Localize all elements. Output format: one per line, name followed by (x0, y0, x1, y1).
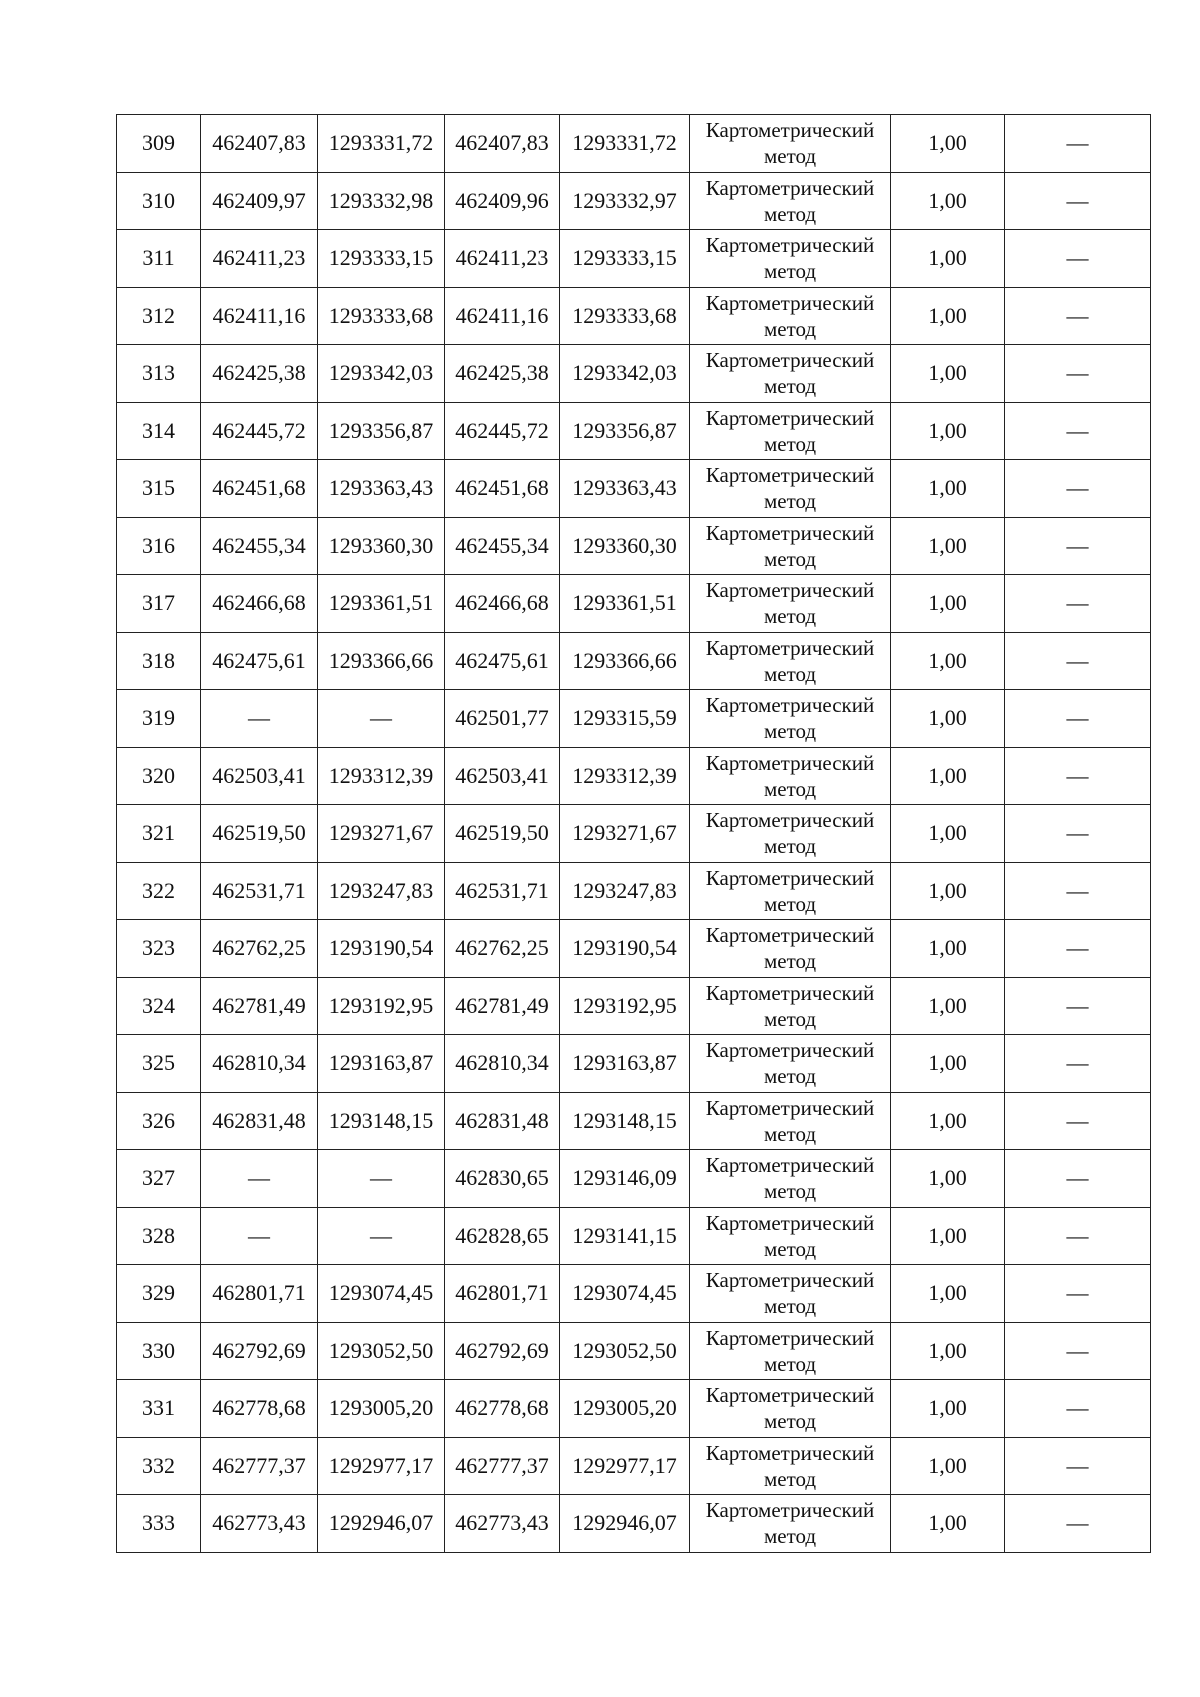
cell-note: — (1005, 230, 1151, 288)
table-row (117, 1265, 1151, 1323)
cell-point-number: 311 (117, 230, 201, 288)
cell-x-new: 462445,72 (445, 402, 560, 460)
cell-x-new: 462409,96 (445, 172, 560, 230)
cell-method (690, 1495, 891, 1553)
cell-method (690, 1092, 891, 1150)
cell-y-old: 1293333,15 (318, 230, 445, 288)
table-row (117, 632, 1151, 690)
cell-accuracy: 1,00 (891, 115, 1005, 173)
cell-y-new: 1293333,68 (560, 287, 690, 345)
table-row (117, 230, 1151, 288)
cell-note: — (1005, 805, 1151, 863)
cell-accuracy: 1,00 (891, 287, 1005, 345)
cell-x-new: 462455,34 (445, 517, 560, 575)
cell-note: — (1005, 920, 1151, 978)
cell-x-old: 462475,61 (201, 632, 318, 690)
cell-y-old: 1293332,98 (318, 172, 445, 230)
cell-accuracy: 1,00 (891, 690, 1005, 748)
cell-method (690, 115, 891, 173)
cell-x-new: 462503,41 (445, 747, 560, 805)
cell-x-old: 462411,23 (201, 230, 318, 288)
cell-method (690, 862, 891, 920)
cell-y-new: 1293163,87 (560, 1035, 690, 1093)
cell-x-old: — (201, 690, 318, 748)
cell-method (690, 977, 891, 1035)
cell-y-old: 1293361,51 (318, 575, 445, 633)
cell-y-new: 1293333,15 (560, 230, 690, 288)
method-line-2: метод (763, 316, 817, 341)
method-line-1: Картометрический (705, 635, 875, 660)
cell-x-old: 462777,37 (201, 1437, 318, 1495)
table-row (117, 1150, 1151, 1208)
method-line-2: метод (763, 546, 817, 571)
cell-y-old: 1293366,66 (318, 632, 445, 690)
table-row (117, 1035, 1151, 1093)
cell-accuracy: 1,00 (891, 747, 1005, 805)
cell-y-new: 1293005,20 (560, 1380, 690, 1438)
cell-point-number: 329 (117, 1265, 201, 1323)
cell-y-new: 1293192,95 (560, 977, 690, 1035)
cell-method (690, 287, 891, 345)
cell-y-old: 1293360,30 (318, 517, 445, 575)
cell-y-old: 1293005,20 (318, 1380, 445, 1438)
cell-x-new: 462831,48 (445, 1092, 560, 1150)
cell-method (690, 345, 891, 403)
cell-x-old: 462425,38 (201, 345, 318, 403)
method-line-2: метод (763, 1409, 817, 1434)
cell-x-new: 462501,77 (445, 690, 560, 748)
cell-x-new: 462475,61 (445, 632, 560, 690)
table-row (117, 575, 1151, 633)
cell-accuracy: 1,00 (891, 805, 1005, 863)
cell-note: — (1005, 115, 1151, 173)
method-line-1: Картометрический (705, 1440, 875, 1465)
cell-x-new: 462407,83 (445, 115, 560, 173)
method-line-1: Картометрический (705, 175, 875, 200)
cell-y-new: 1293315,59 (560, 690, 690, 748)
method-line-2: метод (763, 201, 817, 226)
method-line-1: Картометрический (705, 118, 875, 143)
cell-method (690, 1380, 891, 1438)
cell-y-new: 1293190,54 (560, 920, 690, 978)
cell-note: — (1005, 1207, 1151, 1265)
method-line-1: Картометрический (705, 750, 875, 775)
method-line-1: Картометрический (705, 1038, 875, 1063)
cell-note: — (1005, 1092, 1151, 1150)
cell-y-old: 1293363,43 (318, 460, 445, 518)
table-row (117, 402, 1151, 460)
cell-point-number: 322 (117, 862, 201, 920)
cell-point-number: 333 (117, 1495, 201, 1553)
cell-point-number: 316 (117, 517, 201, 575)
cell-point-number: 317 (117, 575, 201, 633)
cell-y-old: — (318, 690, 445, 748)
cell-x-new: 462411,16 (445, 287, 560, 345)
cell-x-new: 462451,68 (445, 460, 560, 518)
table-row (117, 690, 1151, 748)
cell-x-old: 462781,49 (201, 977, 318, 1035)
cell-y-old: — (318, 1207, 445, 1265)
cell-y-old: 1293074,45 (318, 1265, 445, 1323)
method-line-2: метод (763, 374, 817, 399)
cell-note: — (1005, 517, 1151, 575)
cell-method (690, 575, 891, 633)
method-line-2: метод (763, 1466, 817, 1491)
method-line-2: метод (763, 776, 817, 801)
method-line-2: метод (763, 1294, 817, 1319)
method-line-2: метод (763, 489, 817, 514)
cell-method (690, 230, 891, 288)
method-line-2: метод (763, 1121, 817, 1146)
cell-note: — (1005, 460, 1151, 518)
cell-point-number: 324 (117, 977, 201, 1035)
cell-note: — (1005, 747, 1151, 805)
cell-point-number: 327 (117, 1150, 201, 1208)
cell-point-number: 330 (117, 1322, 201, 1380)
method-line-1: Картометрический (705, 578, 875, 603)
table-row (117, 747, 1151, 805)
cell-accuracy: 1,00 (891, 1322, 1005, 1380)
cell-x-old: 462810,34 (201, 1035, 318, 1093)
cell-accuracy: 1,00 (891, 172, 1005, 230)
cell-y-new: 1293247,83 (560, 862, 690, 920)
cell-x-old: 462451,68 (201, 460, 318, 518)
cell-x-old: 462778,68 (201, 1380, 318, 1438)
method-line-2: метод (763, 1236, 817, 1261)
table-row (117, 1437, 1151, 1495)
cell-accuracy: 1,00 (891, 402, 1005, 460)
cell-method (690, 690, 891, 748)
cell-point-number: 315 (117, 460, 201, 518)
cell-x-old: 462801,71 (201, 1265, 318, 1323)
cell-x-old: 462455,34 (201, 517, 318, 575)
cell-point-number: 319 (117, 690, 201, 748)
cell-method (690, 747, 891, 805)
cell-y-old: 1293356,87 (318, 402, 445, 460)
method-line-1: Картометрический (705, 1210, 875, 1235)
cell-y-new: 1293146,09 (560, 1150, 690, 1208)
cell-x-old: — (201, 1150, 318, 1208)
method-line-2: метод (763, 259, 817, 284)
cell-x-new: 462778,68 (445, 1380, 560, 1438)
table-row (117, 1092, 1151, 1150)
cell-accuracy: 1,00 (891, 862, 1005, 920)
cell-accuracy: 1,00 (891, 920, 1005, 978)
cell-method (690, 632, 891, 690)
cell-point-number: 320 (117, 747, 201, 805)
method-line-2: метод (763, 1524, 817, 1549)
cell-x-old: 462762,25 (201, 920, 318, 978)
cell-x-new: 462801,71 (445, 1265, 560, 1323)
cell-method (690, 920, 891, 978)
cell-y-new: 1293360,30 (560, 517, 690, 575)
cell-method (690, 1035, 891, 1093)
cell-y-new: 1293366,66 (560, 632, 690, 690)
cell-accuracy: 1,00 (891, 1265, 1005, 1323)
cell-y-new: 1293342,03 (560, 345, 690, 403)
cell-y-new: 1293074,45 (560, 1265, 690, 1323)
cell-x-old: — (201, 1207, 318, 1265)
cell-x-old: 462445,72 (201, 402, 318, 460)
method-line-1: Картометрический (705, 290, 875, 315)
cell-note: — (1005, 287, 1151, 345)
cell-y-new: 1293332,97 (560, 172, 690, 230)
cell-note: — (1005, 1265, 1151, 1323)
cell-y-old: 1293271,67 (318, 805, 445, 863)
cell-note: — (1005, 575, 1151, 633)
table-row (117, 862, 1151, 920)
cell-note: — (1005, 1035, 1151, 1093)
table-row (117, 460, 1151, 518)
cell-x-new: 462762,25 (445, 920, 560, 978)
method-line-1: Картометрический (705, 463, 875, 488)
cell-x-new: 462810,34 (445, 1035, 560, 1093)
cell-x-new: 462792,69 (445, 1322, 560, 1380)
cell-method (690, 1437, 891, 1495)
method-line-2: метод (763, 661, 817, 686)
cell-y-old: 1293247,83 (318, 862, 445, 920)
cell-accuracy: 1,00 (891, 345, 1005, 403)
cell-note: — (1005, 977, 1151, 1035)
cell-note: — (1005, 1322, 1151, 1380)
cell-x-old: 462466,68 (201, 575, 318, 633)
method-line-1: Картометрический (705, 1153, 875, 1178)
table-row (117, 345, 1151, 403)
cell-method (690, 172, 891, 230)
cell-point-number: 321 (117, 805, 201, 863)
cell-x-new: 462466,68 (445, 575, 560, 633)
cell-accuracy: 1,00 (891, 977, 1005, 1035)
cell-x-new: 462830,65 (445, 1150, 560, 1208)
cell-point-number: 323 (117, 920, 201, 978)
cell-accuracy: 1,00 (891, 460, 1005, 518)
method-line-1: Картометрический (705, 348, 875, 373)
cell-y-new: 1292946,07 (560, 1495, 690, 1553)
cell-point-number: 310 (117, 172, 201, 230)
cell-x-old: 462519,50 (201, 805, 318, 863)
cell-accuracy: 1,00 (891, 1207, 1005, 1265)
cell-y-old: 1293312,39 (318, 747, 445, 805)
cell-y-old: — (318, 1150, 445, 1208)
method-line-1: Картометрический (705, 1498, 875, 1523)
cell-point-number: 313 (117, 345, 201, 403)
cell-y-old: 1292977,17 (318, 1437, 445, 1495)
cell-method (690, 1322, 891, 1380)
table-row (117, 1322, 1151, 1380)
cell-x-old: 462407,83 (201, 115, 318, 173)
cell-note: — (1005, 862, 1151, 920)
table-row (117, 172, 1151, 230)
cell-y-old: 1293333,68 (318, 287, 445, 345)
cell-method (690, 1265, 891, 1323)
cell-accuracy: 1,00 (891, 575, 1005, 633)
table-row (117, 115, 1151, 173)
cell-y-old: 1293342,03 (318, 345, 445, 403)
cell-x-new: 462781,49 (445, 977, 560, 1035)
cell-note: — (1005, 690, 1151, 748)
cell-x-old: 462531,71 (201, 862, 318, 920)
cell-method (690, 460, 891, 518)
method-line-2: метод (763, 719, 817, 744)
method-line-1: Картометрический (705, 1325, 875, 1350)
cell-note: — (1005, 172, 1151, 230)
cell-x-old: 462409,97 (201, 172, 318, 230)
cell-x-new: 462531,71 (445, 862, 560, 920)
method-line-1: Картометрический (705, 980, 875, 1005)
method-line-2: метод (763, 891, 817, 916)
cell-point-number: 309 (117, 115, 201, 173)
table-row (117, 517, 1151, 575)
method-line-1: Картометрический (705, 233, 875, 258)
table-row (117, 977, 1151, 1035)
cell-y-old: 1292946,07 (318, 1495, 445, 1553)
coordinates-table (116, 114, 1151, 1553)
cell-y-old: 1293163,87 (318, 1035, 445, 1093)
cell-note: — (1005, 1380, 1151, 1438)
cell-point-number: 328 (117, 1207, 201, 1265)
cell-x-new: 462828,65 (445, 1207, 560, 1265)
method-line-2: метод (763, 949, 817, 974)
table-row (117, 1495, 1151, 1553)
cell-note: — (1005, 345, 1151, 403)
cell-x-old: 462773,43 (201, 1495, 318, 1553)
method-line-1: Картометрический (705, 520, 875, 545)
cell-point-number: 332 (117, 1437, 201, 1495)
table-body (117, 115, 1151, 1553)
cell-accuracy: 1,00 (891, 1092, 1005, 1150)
method-line-1: Картометрический (705, 405, 875, 430)
method-line-1: Картометрический (705, 865, 875, 890)
cell-note: — (1005, 402, 1151, 460)
table-row (117, 1380, 1151, 1438)
table-row (117, 1207, 1151, 1265)
table-row (117, 287, 1151, 345)
method-line-1: Картометрический (705, 923, 875, 948)
cell-note: — (1005, 1150, 1151, 1208)
cell-accuracy: 1,00 (891, 1380, 1005, 1438)
cell-point-number: 326 (117, 1092, 201, 1150)
cell-y-old: 1293190,54 (318, 920, 445, 978)
cell-y-new: 1293363,43 (560, 460, 690, 518)
method-line-1: Картометрический (705, 1383, 875, 1408)
method-line-2: метод (763, 1006, 817, 1031)
cell-accuracy: 1,00 (891, 230, 1005, 288)
cell-y-new: 1293312,39 (560, 747, 690, 805)
cell-accuracy: 1,00 (891, 1495, 1005, 1553)
cell-note: — (1005, 1437, 1151, 1495)
cell-accuracy: 1,00 (891, 1035, 1005, 1093)
method-line-1: Картометрический (705, 1095, 875, 1120)
cell-y-new: 1293356,87 (560, 402, 690, 460)
cell-method (690, 1207, 891, 1265)
cell-method (690, 402, 891, 460)
table-row (117, 920, 1151, 978)
method-line-2: метод (763, 1179, 817, 1204)
cell-y-new: 1293361,51 (560, 575, 690, 633)
cell-y-old: 1293331,72 (318, 115, 445, 173)
cell-x-new: 462777,37 (445, 1437, 560, 1495)
cell-x-old: 462503,41 (201, 747, 318, 805)
method-line-2: метод (763, 604, 817, 629)
cell-x-old: 462831,48 (201, 1092, 318, 1150)
cell-x-new: 462411,23 (445, 230, 560, 288)
cell-point-number: 318 (117, 632, 201, 690)
cell-y-old: 1293052,50 (318, 1322, 445, 1380)
cell-x-old: 462411,16 (201, 287, 318, 345)
cell-accuracy: 1,00 (891, 517, 1005, 575)
cell-y-new: 1293271,67 (560, 805, 690, 863)
method-line-2: метод (763, 144, 817, 169)
cell-y-new: 1293148,15 (560, 1092, 690, 1150)
method-line-2: метод (763, 834, 817, 859)
table-row (117, 805, 1151, 863)
method-line-2: метод (763, 1351, 817, 1376)
method-line-2: метод (763, 1064, 817, 1089)
cell-x-old: 462792,69 (201, 1322, 318, 1380)
method-line-1: Картометрический (705, 1268, 875, 1293)
cell-note: — (1005, 632, 1151, 690)
cell-y-old: 1293148,15 (318, 1092, 445, 1150)
cell-x-new: 462425,38 (445, 345, 560, 403)
method-line-1: Картометрический (705, 808, 875, 833)
cell-y-old: 1293192,95 (318, 977, 445, 1035)
method-line-2: метод (763, 431, 817, 456)
cell-x-new: 462773,43 (445, 1495, 560, 1553)
cell-y-new: 1293331,72 (560, 115, 690, 173)
cell-y-new: 1292977,17 (560, 1437, 690, 1495)
cell-point-number: 312 (117, 287, 201, 345)
cell-x-new: 462519,50 (445, 805, 560, 863)
method-line-1: Картометрический (705, 693, 875, 718)
cell-point-number: 331 (117, 1380, 201, 1438)
cell-point-number: 314 (117, 402, 201, 460)
cell-accuracy: 1,00 (891, 1150, 1005, 1208)
cell-y-new: 1293052,50 (560, 1322, 690, 1380)
cell-accuracy: 1,00 (891, 1437, 1005, 1495)
cell-method (690, 1150, 891, 1208)
cell-method (690, 805, 891, 863)
cell-accuracy: 1,00 (891, 632, 1005, 690)
cell-point-number: 325 (117, 1035, 201, 1093)
cell-method (690, 517, 891, 575)
cell-note: — (1005, 1495, 1151, 1553)
cell-y-new: 1293141,15 (560, 1207, 690, 1265)
